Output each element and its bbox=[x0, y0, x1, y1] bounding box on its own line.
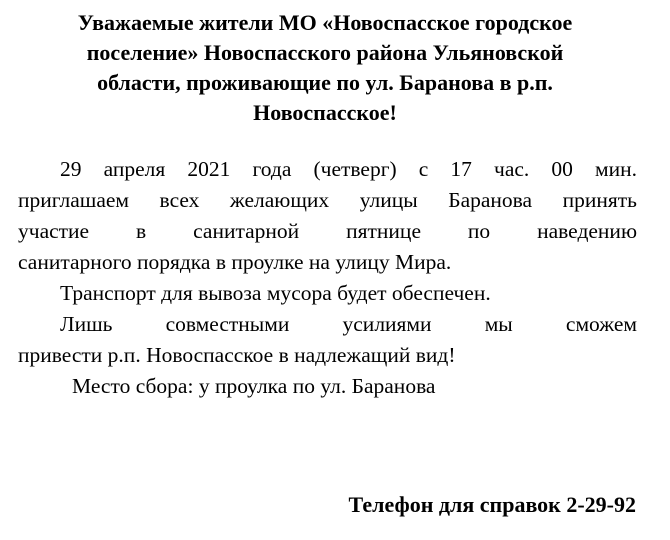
body-line: Место сбора: у проулка по ул. Баранова bbox=[72, 374, 436, 398]
body-line: привести р.п. Новоспасское в надлежащий вид! bbox=[18, 343, 456, 367]
paragraph-invitation bbox=[18, 154, 637, 278]
body-line: приглашаем всех желающих улицы Баранова принять bbox=[18, 188, 637, 212]
heading-line: области, проживающие по ул. Баранова в р.п. bbox=[97, 70, 553, 95]
paragraph-transport bbox=[18, 278, 637, 309]
heading-line: поселение» Новоспасского района Ульяновской bbox=[86, 40, 564, 65]
body-line: санитарного порядка в проулке на улицу Мира. bbox=[18, 250, 452, 274]
body-line: Лишь совместными усилиями мы сможем bbox=[60, 312, 637, 336]
heading-line: Новоспасское! bbox=[253, 100, 397, 125]
paragraph-meeting-place bbox=[18, 371, 637, 402]
heading-line: Уважаемые жители МО «Новоспасское городское bbox=[77, 10, 573, 35]
announcement-heading bbox=[22, 8, 628, 128]
body-line: участие в санитарной пятнице по наведению bbox=[18, 219, 637, 243]
body-line: 29 апреля 2021 года (четверг) с 17 час. 00 мин. bbox=[60, 157, 637, 181]
phone-info: Телефон для справок 2-29-92 bbox=[348, 492, 636, 517]
body-line: Транспорт для вывоза мусора будет обеспечен. bbox=[60, 281, 491, 305]
announcement-body bbox=[18, 154, 637, 402]
paragraph-appeal bbox=[18, 309, 637, 371]
